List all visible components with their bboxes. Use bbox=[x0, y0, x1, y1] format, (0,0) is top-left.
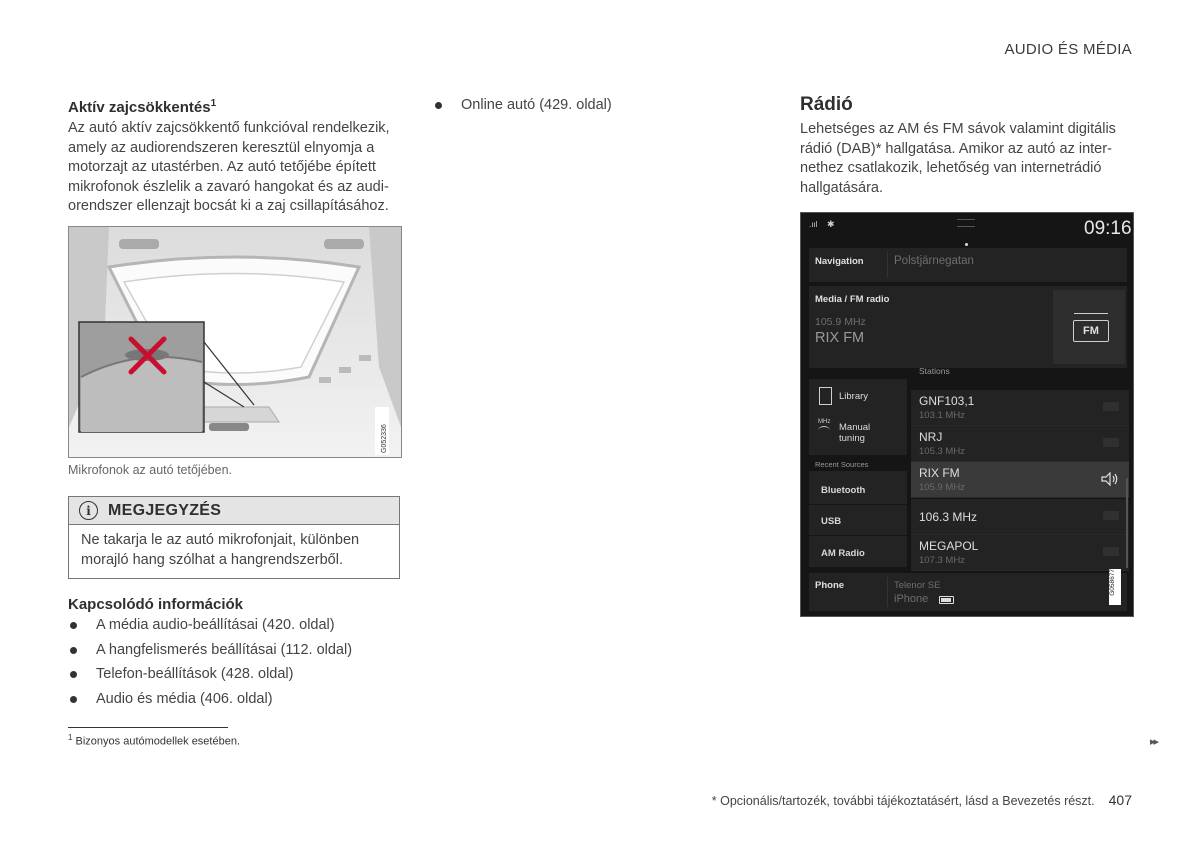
heading-text: Aktív zajcsökkentés bbox=[68, 99, 211, 116]
tuning-dial-icon bbox=[818, 426, 830, 435]
figure-code: G058677 bbox=[1109, 569, 1116, 596]
footer-note bbox=[712, 792, 1132, 808]
station-name: MEGAPOL bbox=[919, 539, 979, 553]
source-usb[interactable]: USB bbox=[821, 516, 842, 527]
library-manual-panel bbox=[809, 379, 907, 455]
info-icon: i bbox=[79, 501, 98, 520]
station-row[interactable] bbox=[911, 499, 1129, 535]
related-heading: Kapcsolódó információk bbox=[68, 596, 244, 613]
stations-label: Stations bbox=[919, 366, 950, 376]
manual-tuning-line: Manual bbox=[839, 422, 871, 433]
paragraph-line: mikrofonok észlelik a zavaró hangokat és az audi- bbox=[68, 178, 389, 195]
speaker-icon bbox=[1101, 472, 1119, 486]
roof-illustration bbox=[69, 227, 401, 457]
paragraph-line: amely az audiorendszeren keresztül elnyomja a bbox=[68, 139, 375, 156]
bluetooth-icon: ✱ bbox=[827, 219, 835, 229]
favorite-icon[interactable] bbox=[1103, 438, 1119, 447]
paragraph-line: hallgatására. bbox=[800, 179, 884, 196]
page-number: 407 bbox=[1108, 792, 1132, 808]
figure-code: G052336 bbox=[381, 424, 388, 453]
figure-code-box bbox=[1109, 569, 1121, 605]
related-link[interactable]: Audio és média (406. oldal) bbox=[68, 690, 398, 715]
library-button[interactable]: Library bbox=[839, 391, 869, 402]
mhz-tag: MHz bbox=[818, 419, 831, 425]
recent-sources-label: Recent Sources bbox=[815, 460, 869, 469]
station-name: NRJ bbox=[919, 430, 943, 444]
clock: 09:16 bbox=[1084, 218, 1132, 239]
figure-caption: Mikrofonok az autó tetőjében. bbox=[68, 463, 232, 477]
note-box bbox=[68, 496, 400, 579]
paragraph-line: orendszer ellenzajt bocsát ki a zaj csillapításához. bbox=[68, 198, 389, 214]
source-am-radio[interactable]: AM Radio bbox=[821, 548, 865, 559]
station-row[interactable] bbox=[911, 535, 1129, 571]
station-frequency: 105.3 MHz bbox=[919, 446, 965, 457]
current-station: RIX FM bbox=[815, 330, 865, 346]
station-row[interactable] bbox=[911, 390, 1129, 426]
phone-label: Phone bbox=[815, 580, 845, 591]
station-name: 106.3 MHz bbox=[919, 510, 978, 524]
favorite-icon[interactable] bbox=[1103, 547, 1119, 556]
radio-icon bbox=[1073, 320, 1109, 342]
note-line: morajló hang szólhat a hangrendszerből. bbox=[81, 551, 343, 568]
radio-paragraph bbox=[800, 120, 1140, 198]
paragraph-line: rádió (DAB)* hallgatása. Amikor az autó az inter- bbox=[800, 140, 1112, 157]
middle-list bbox=[433, 96, 763, 121]
library-icon bbox=[819, 387, 832, 405]
footnote-number: 1 bbox=[68, 733, 73, 742]
navigation-label: Navigation bbox=[815, 256, 864, 267]
paragraph-line: nethez csatlakozik, lehetőség van internetrádió bbox=[800, 160, 1102, 176]
note-title: MEGJEGYZÉS bbox=[108, 501, 222, 519]
footnote bbox=[68, 733, 240, 748]
related-link[interactable]: Online autó (429. oldal) bbox=[433, 96, 763, 121]
manual-tuning-line: tuning bbox=[839, 433, 865, 444]
radio-heading: Rádió bbox=[800, 94, 853, 115]
current-frequency: 105.9 MHz bbox=[815, 316, 866, 328]
paragraph-line: Az autó aktív zajcsökkentő funkcióval rendelkezik, bbox=[68, 120, 390, 136]
station-name: GNF103,1 bbox=[919, 394, 975, 408]
fm-badge: FM bbox=[1083, 325, 1099, 337]
intro-paragraph bbox=[68, 119, 403, 217]
paragraph-line: motorzajt az utastérben. Az autó tetőjébe épített bbox=[68, 159, 376, 175]
station-frequency: 105.9 MHz bbox=[919, 482, 965, 493]
optional-note: * Opcionális/tartozék, további tájékoztatásért, lásd a Bevezetés részt. bbox=[711, 794, 1095, 808]
signal-icon: .ııl bbox=[809, 220, 818, 229]
note-body bbox=[69, 525, 399, 576]
station-name: RIX FM bbox=[919, 466, 960, 480]
battery-icon bbox=[939, 596, 954, 604]
note-header bbox=[69, 497, 399, 525]
section-header: AUDIO ÉS MÉDIA bbox=[1004, 41, 1132, 58]
phone-device: iPhone bbox=[894, 593, 929, 605]
roof-microphone-figure bbox=[68, 226, 402, 458]
related-link[interactable]: A média audio-beállításai (420. oldal) bbox=[68, 616, 398, 641]
continue-arrows: ▸▸ bbox=[1150, 736, 1158, 748]
fm-radio-icon-box[interactable] bbox=[1053, 290, 1125, 364]
scrollbar[interactable] bbox=[1126, 478, 1128, 568]
navigation-tile[interactable] bbox=[809, 248, 1127, 282]
media-tile[interactable] bbox=[809, 286, 1127, 368]
related-list bbox=[68, 616, 398, 714]
recent-sources-panel bbox=[809, 471, 907, 567]
note-line: Ne takarja le az autó mikrofonjait, különben bbox=[81, 532, 360, 548]
related-link[interactable]: A hangfelismerés beállításai (112. oldal) bbox=[68, 641, 398, 666]
footnote-text: Bizonyos autómodellek esetében. bbox=[75, 735, 241, 748]
station-row-active[interactable] bbox=[911, 462, 1129, 498]
footnote-ref: 1 bbox=[210, 98, 217, 109]
media-label: Media / FM radio bbox=[815, 294, 890, 305]
navigation-value: Polstjärnegatan bbox=[894, 255, 974, 267]
station-frequency: 107.3 MHz bbox=[919, 555, 965, 566]
station-frequency: 103.1 MHz bbox=[919, 410, 965, 421]
source-bluetooth[interactable]: Bluetooth bbox=[821, 485, 866, 496]
paragraph-line: Lehetséges az AM és FM sávok valamint digitális bbox=[800, 121, 1116, 137]
related-link[interactable]: Telefon-beállítások (428. oldal) bbox=[68, 665, 398, 690]
phone-operator: Telenor SE bbox=[894, 580, 941, 591]
infotainment-screen bbox=[800, 212, 1134, 617]
manual-tuning-button[interactable] bbox=[839, 422, 870, 444]
favorite-icon[interactable] bbox=[1103, 511, 1119, 520]
station-row[interactable] bbox=[911, 426, 1129, 462]
heading-active-noise-cancel bbox=[68, 98, 216, 116]
pull-down-handle[interactable] bbox=[957, 219, 975, 227]
phone-tile[interactable] bbox=[809, 573, 1127, 611]
footnote-divider bbox=[68, 727, 228, 728]
page-indicator bbox=[965, 243, 968, 246]
favorite-icon[interactable] bbox=[1103, 402, 1119, 411]
